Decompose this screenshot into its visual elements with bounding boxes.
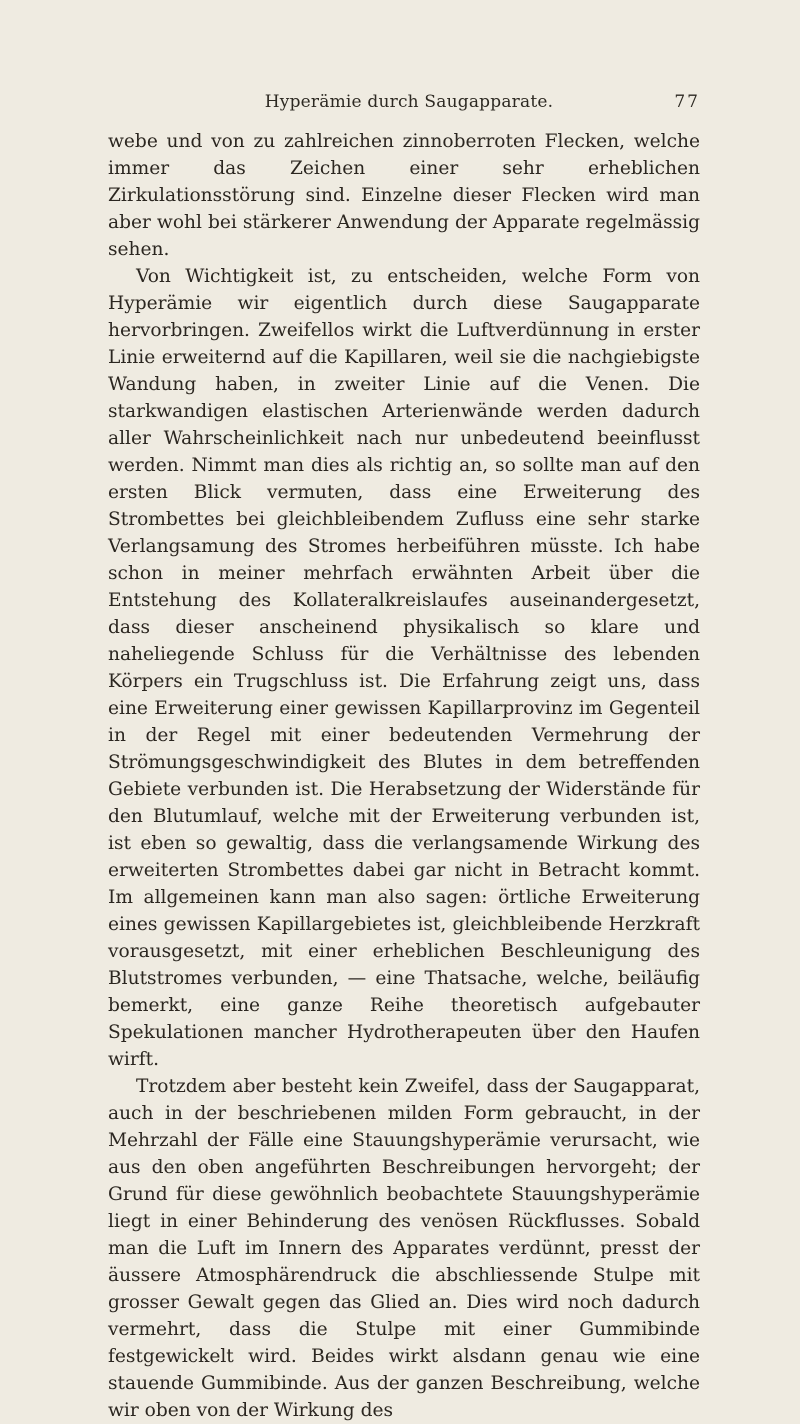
paragraph: Trotzdem aber besteht kein Zweifel, dass der Saugapparat, auch in der beschriebenen milden Form gebraucht, in der Mehrzahl der Fälle eine Stauungshyperämie verursacht, wie aus den oben angeführten Beschreibungen hervorgeht; der Grund für diese gewöhnlich beobachtete Stauungshyperämie liegt in einer Behinderung des venösen Rückflusses. Sobald man die Luft im Innern des Apparates verdünnt, presst der äussere Atmosphärendruck die abschliessende Stulpe mit grosser Gewalt gegen das Glied an. Dies wird noch dadurch vermehrt, dass die Stulpe mit einer Gummibinde festgewickelt wird. Beides wirkt alsdann genau wie eine stauende Gummibinde. Aus der ganzen Beschreibung, welche wir oben von der Wirkung des	[108, 1076, 700, 1421]
page-number: 77	[674, 92, 700, 112]
running-title: Hyperämie durch Saugapparate.	[264, 92, 554, 112]
paragraph: Von Wichtigkeit ist, zu entscheiden, welche Form von Hyperämie wir eigentlich durch diese Saugapparate hervorbringen. Zweifellos wirkt die Luftverdünnung in erster Linie erweiternd auf die Kapillaren, weil sie die nachgiebigste Wandung haben, in zweiter Linie auf die Venen. Die starkwandigen elastischen Arterienwände werden dadurch aller Wahrscheinlichkeit nach nur unbedeutend beeinflusst werden. Nimmt man dies als richtig an, so sollte man auf den ersten Blick vermuten, dass eine Erweiterung des Strombettes bei gleichbleibendem Zufluss eine sehr starke Verlangsamung des Stromes herbeiführen müsste. Ich habe schon in meiner mehrfach erwähnten Arbeit über die Entstehung des Kollateralkreislaufes auseinandergesetzt, dass dieser anscheinend physikalisch so klare und naheliegende Schluss für die Verhältnisse des lebenden Körpers ein Trugschluss ist. Die Erfahrung zeigt uns, dass eine Erweiterung einer gewissen Kapillarprovinz im Gegenteil in der Regel mit einer bedeutenden Vermehrung der Strömungsgeschwindigkeit des Blutes in dem betreffenden Gebiete verbunden ist. Die Herabsetzung der Widerstände für den Blutumlauf, welche mit der Erweiterung verbunden ist, ist eben so gewaltig, dass die verlangsamende Wirkung des erweiterten Strombettes dabei gar nicht in Betracht kommt. Im allgemeinen kann man also sagen: örtliche Erweiterung eines gewissen Kapillargebietes ist, gleichbleibende Herzkraft vorausgesetzt, mit einer erheblichen Beschleunigung des Blutstromes verbunden, — eine Thatsache, welche, beiläufig bemerkt, eine ganze Reihe theoretisch aufgebauter Spekulationen mancher Hydrotherapeuten über den Haufen wirft.	[108, 266, 700, 1070]
body-text	[108, 128, 700, 1424]
paragraph-continued: webe und von zu zahlreichen zinnoberroten Flecken, welche immer das Zeichen einer sehr erheblichen Zirkulationsstörung sind. Einzelne dieser Flecken wird man aber wohl bei stärkerer Anwendung der Apparate regelmässig sehen.	[108, 131, 700, 260]
running-head	[108, 92, 700, 112]
